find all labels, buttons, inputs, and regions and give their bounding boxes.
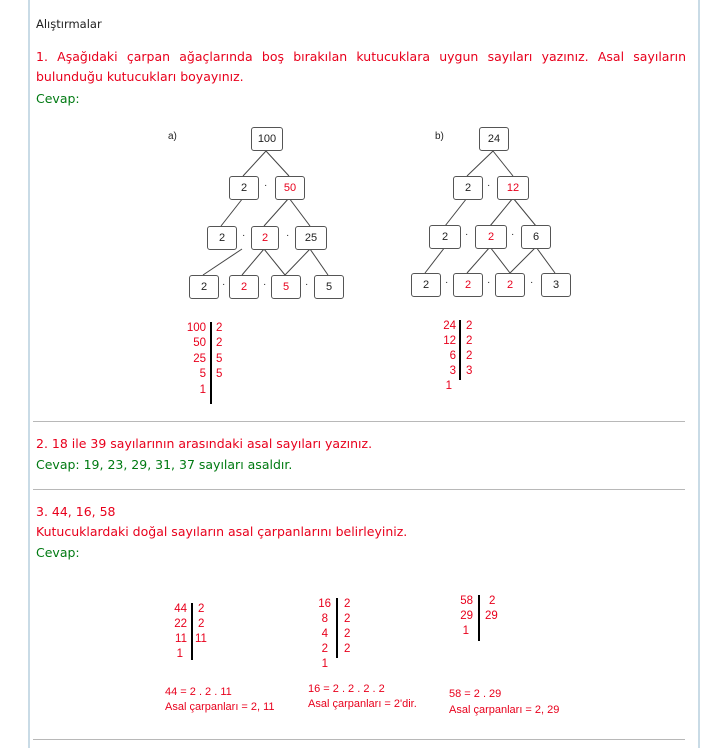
multiply-dot: · [286,230,290,241]
ladder-left-value: 44 [174,603,187,615]
ladder-right-value: 2 [466,335,473,347]
ladder-right-value: 2 [198,603,205,615]
q3-factors-44: Asal çarpanları = 2, 11 [165,701,275,713]
ladder-right-value: 2 [344,613,351,625]
tree-a-root-box: 100 [251,127,283,151]
ladder-right-value: 2 [344,598,351,610]
ladder-left-value: 58 [460,595,473,607]
ladder-left-value: 16 [318,598,331,610]
multiply-dot: · [242,230,246,241]
ladder-left-value: 12 [443,335,456,347]
ladder-left-value: 1 [176,648,183,660]
division-ladder-16 [313,598,373,674]
tree-b-box: 2 [453,176,483,200]
ladder-left-value: 100 [186,322,206,334]
tree-b-label: b) [435,131,444,142]
ladder-left-value: 1 [199,384,206,396]
ladder-right-value: 2 [489,595,496,607]
multiply-dot: · [465,229,469,240]
tree-a-label: a) [168,131,177,142]
q3-answer-label: Cevap: [36,545,80,560]
ladder-right-value: 2 [216,322,223,334]
tree-a-box: 25 [295,226,327,250]
ladder-right-value: 5 [216,353,223,365]
section-divider [33,739,685,740]
ladder-left-value: 22 [174,618,187,630]
tree-a-box: 50 [275,176,305,200]
ladder-right-value: 11 [195,633,207,645]
tree-b-box: 2 [475,225,507,249]
ladder-right-value: 2 [198,618,205,630]
ladder-divider [191,603,193,660]
ladder-left-value: 5 [199,368,206,380]
q3-factors-16: Asal çarpanları = 2'dir. [308,698,417,710]
tree-a-box: 2 [189,275,219,299]
factor-tree-lines [0,0,712,310]
q3-product-44: 44 = 2 . 2 . 11 [165,686,232,698]
tree-a-box: 5 [271,275,301,299]
ladder-right-value: 3 [466,365,473,377]
ladder-left-value: 6 [449,350,456,362]
ladder-right-value: 2 [216,337,223,349]
division-ladder-44 [168,603,228,663]
ladder-left-value: 50 [193,337,206,349]
multiply-dot: · [305,279,309,290]
ladder-right-value: 2 [344,643,351,655]
q2-question: 2. 18 ile 39 sayılarının arasındaki asal sayıları yazınız. [36,436,373,451]
tree-a-box: 2 [229,275,259,299]
q3-question: Kutucuklardaki doğal sayıların asal çarpanlarını belirleyiniz. [36,524,408,539]
division-ladder-58 [455,595,515,645]
q1-question: 1. Aşağıdaki çarpan ağaçlarında boş bırakılan kutucuklara uygun sayıları yazınız. Asal sayıların bulunduğu kutucukları boyayınız. [36,49,686,84]
tree-b-box: 3 [541,273,571,297]
q3-product-16: 16 = 2 . 2 . 2 . 2 [308,683,385,695]
ladder-divider [459,320,461,380]
tree-a-box: 2 [207,226,237,250]
multiply-dot: · [222,279,226,290]
q3-factors-58: Asal çarpanları = 2, 29 [449,704,560,716]
division-ladder-24 [436,320,496,396]
tree-b-box: 2 [411,273,441,297]
section-divider [33,421,685,422]
tree-a-box: 5 [314,275,344,299]
multiply-dot: · [263,279,267,290]
section-divider [33,489,685,490]
ladder-left-value: 1 [445,380,452,392]
ladder-right-value: 2 [466,320,473,332]
multiply-dot: · [264,180,268,191]
tree-a-box: 2 [251,226,279,250]
ladder-right-value: 5 [216,368,223,380]
ladder-divider [336,598,338,658]
multiply-dot: · [530,277,534,288]
ladder-left-value: 8 [321,613,328,625]
tree-b-box: 6 [521,225,551,249]
ladder-left-value: 1 [462,625,469,637]
ladder-right-value: 29 [485,610,498,622]
ladder-divider [478,595,480,641]
tree-a-box: 2 [229,176,259,200]
division-ladder-100 [180,322,240,404]
tree-b-root-box: 24 [479,127,509,151]
ladder-left-value: 25 [193,353,206,365]
q2-answer: Cevap: 19, 23, 29, 31, 37 sayıları asaldır. [36,457,293,472]
section-heading: Alıştırmalar [36,17,102,31]
ladder-left-value: 29 [460,610,473,622]
ladder-left-value: 11 [175,633,187,645]
multiply-dot: · [511,229,515,240]
q3-product-58: 58 = 2 . 29 [449,688,502,700]
ladder-left-value: 24 [443,320,456,332]
tree-b-box: 2 [495,273,525,297]
ladder-left-value: 3 [449,365,456,377]
ladder-left-value: 2 [321,643,328,655]
ladder-right-value: 2 [344,628,351,640]
multiply-dot: · [445,277,449,288]
multiply-dot: · [487,180,491,191]
ladder-divider [210,322,212,404]
tree-b-box: 2 [453,273,483,297]
tree-b-box: 12 [497,176,529,200]
ladder-left-value: 1 [321,658,328,670]
multiply-dot: · [487,277,491,288]
tree-b-box: 2 [429,225,461,249]
q1-answer-label: Cevap: [36,91,80,106]
ladder-right-value: 2 [466,350,473,362]
q3-numbers: 3. 44, 16, 58 [36,504,116,519]
ladder-left-value: 4 [321,628,328,640]
